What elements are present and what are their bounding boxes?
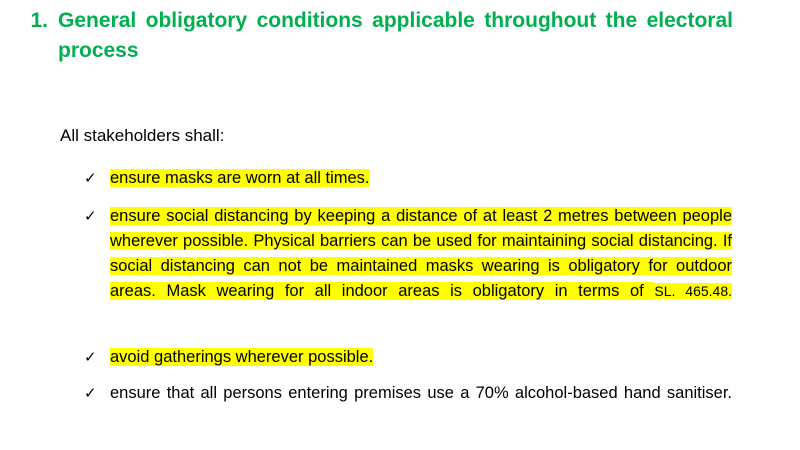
highlighted-text: avoid gatherings wherever possible. — [110, 348, 374, 366]
plain-text: ensure that all persons entering premises use a 70% alcohol-based hand sanitiser. — [110, 384, 732, 402]
legal-reference: SL. 465.48. — [654, 283, 732, 299]
checkmark-icon: ✓ — [84, 208, 97, 225]
section-heading — [22, 6, 738, 96]
list-item — [84, 204, 738, 329]
list-item-text — [110, 345, 732, 370]
intro-paragraph: All stakeholders shall: — [60, 126, 225, 145]
highlighted-text: ensure masks are worn at all times. — [110, 169, 370, 187]
list-item-text — [110, 204, 732, 329]
section-title: General obligatory conditions applicable throughout the electoral process — [58, 9, 733, 62]
obligations-list — [84, 166, 738, 431]
list-item — [84, 345, 738, 370]
section-number: 1. — [30, 9, 48, 32]
checkmark-icon: ✓ — [84, 170, 97, 187]
list-item-text — [110, 166, 732, 191]
list-item — [84, 166, 738, 191]
checkmark-icon: ✓ — [84, 385, 97, 402]
list-item-text — [110, 381, 732, 431]
checkmark-icon: ✓ — [84, 349, 97, 366]
list-item — [84, 381, 738, 431]
highlighted-text: ensure social distancing by keeping a distance of at least 2 metres between people wherever possible. Physical barriers can be used for maintaining social distancing. If social distancing can not be maintained masks wearing is obligatory for outdoor areas. Mask wearing for all indoor areas is obligatory in terms of — [110, 207, 732, 300]
